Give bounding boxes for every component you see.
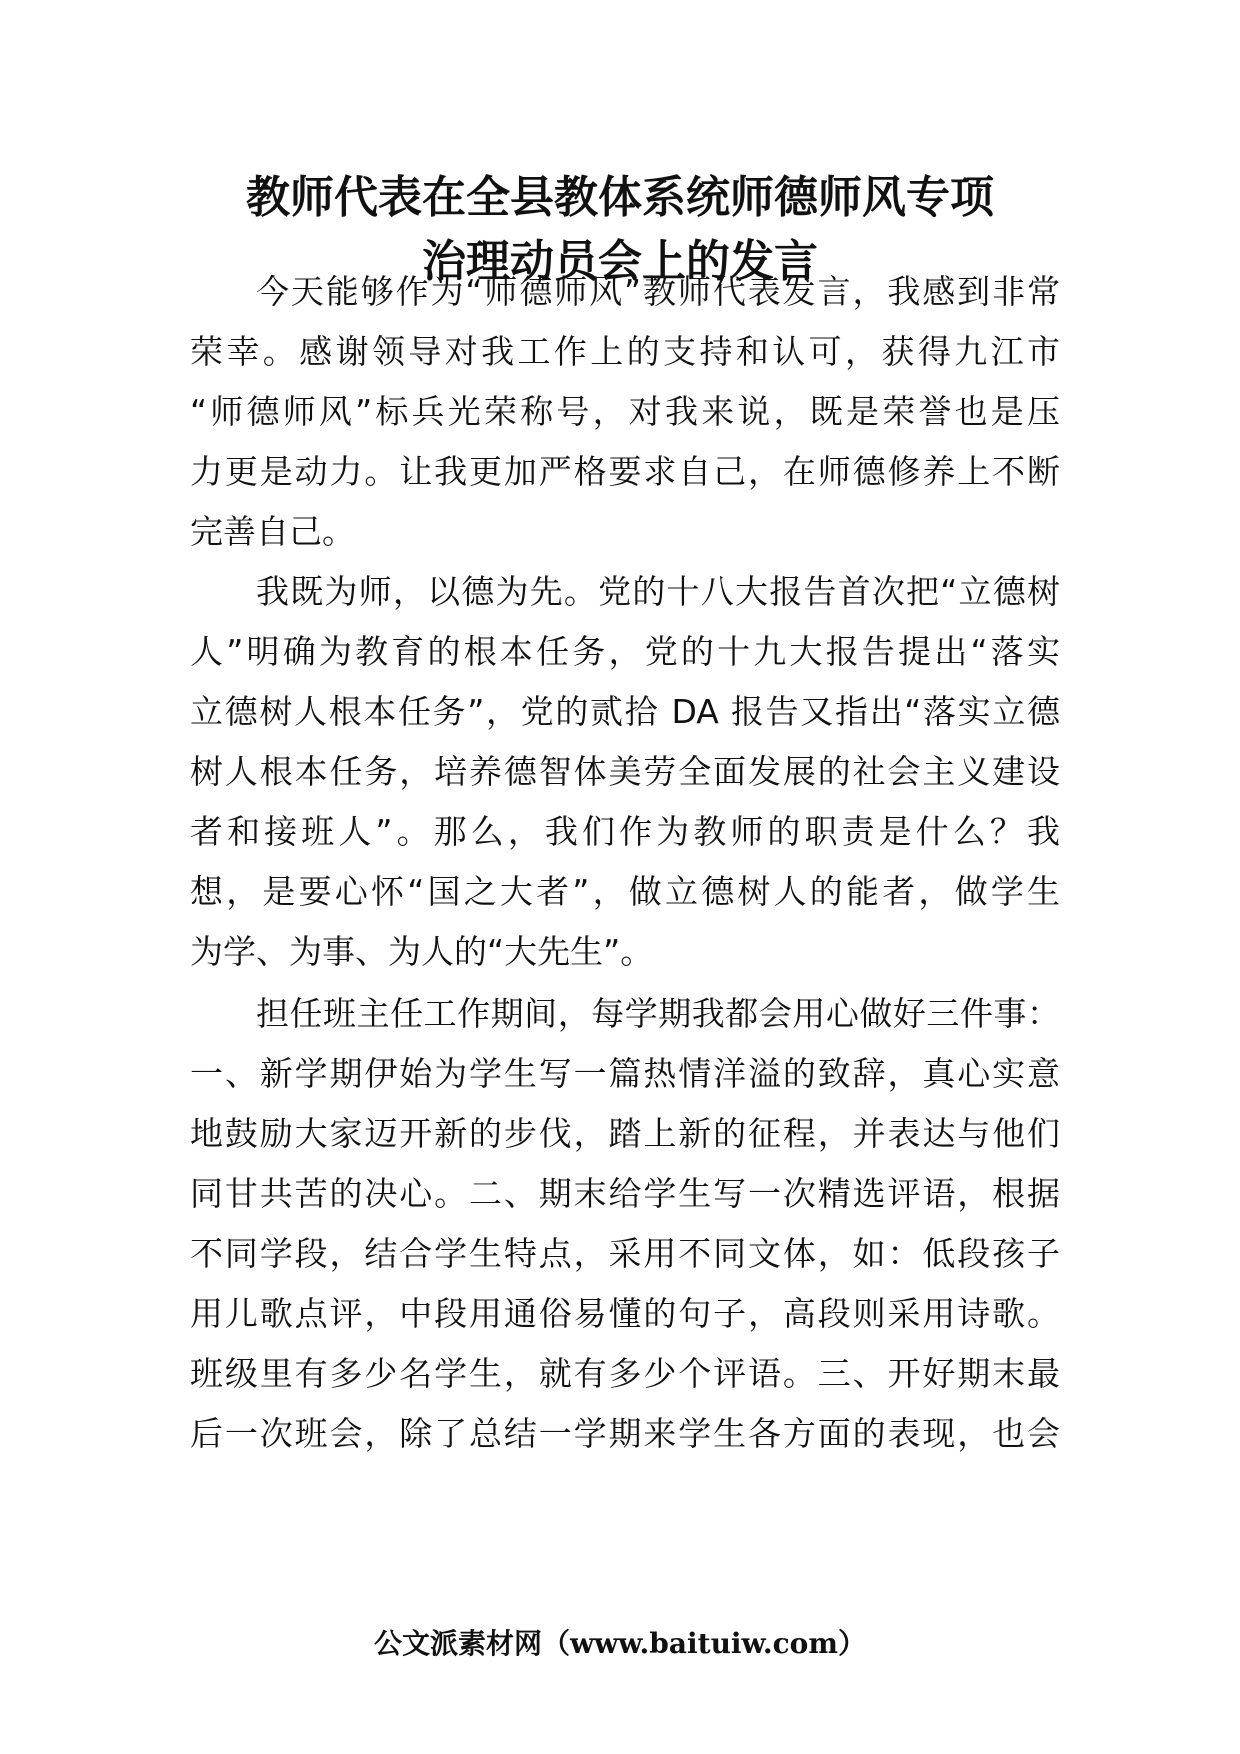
paragraph-3-line: 同甘共苦的决心。二、期末给学生写一次精选评语，根据 <box>190 1174 1060 1213</box>
paragraph-2-line: 我既为师，以德为先。党的十八大报告首次把“立德树 <box>256 572 1060 611</box>
paragraph-1-line: “师德师风”标兵光荣称号，对我来说，既是荣誉也是压 <box>190 392 1060 431</box>
paragraph-1-line: 荣幸。感谢领导对我工作上的支持和认可，获得九江市 <box>190 332 1060 371</box>
paragraph-2-line: 人”明确为教育的根本任务，党的十九大报告提出“落实 <box>190 632 1060 671</box>
paragraph-3-line: 担任班主任工作期间，每学期我都会用心做好三件事： <box>256 994 1060 1033</box>
paragraph-2-line: 立德树人根本任务”，党的贰拾 DA 报告又指出“落实立德 <box>190 692 1060 731</box>
paragraph-3-line: 后一次班会，除了总结一学期来学生各方面的表现，也会 <box>190 1414 1060 1453</box>
paragraph-2-line: 者和接班人”。那么，我们作为教师的职责是什么？我 <box>190 812 1060 851</box>
paragraph-2-line: 为学、为事、为人的“大先生”。 <box>190 932 654 971</box>
paragraph-1-line: 今天能够作为“师德师风”教师代表发言，我感到非常 <box>256 272 1060 311</box>
paragraph-1-line: 完善自己。 <box>190 512 355 551</box>
footer-source: 公文派素材网（www.baituiw.com） <box>374 1627 866 1660</box>
paragraph-3-line: 班级里有多少名学生，就有多少个评语。三、开好期末最 <box>190 1354 1060 1393</box>
paragraph-3-line: 不同学段，结合学生特点，采用不同文体，如：低段孩子 <box>190 1234 1060 1273</box>
document-title-line-2: 治理动员会上的发言 <box>422 236 818 287</box>
paragraph-2-line: 想，是要心怀“国之大者”，做立德树人的能者，做学生 <box>190 872 1060 911</box>
paragraph-3-line: 地鼓励大家迈开新的步伐，踏上新的征程，并表达与他们 <box>190 1114 1060 1153</box>
paragraph-1-line: 力更是动力。让我更加严格要求自己，在师德修养上不断 <box>190 452 1060 491</box>
document-title-line-1: 教师代表在全县教体系统师德师风专项 <box>246 172 994 223</box>
paragraph-2-line: 树人根本任务，培养德智体美劳全面发展的社会主义建设 <box>190 752 1060 791</box>
paragraph-3-line: 一、新学期伊始为学生写一篇热情洋溢的致辞，真心实意 <box>190 1054 1060 1093</box>
paragraph-3-line: 用儿歌点评，中段用通俗易懂的句子，高段则采用诗歌。 <box>190 1294 1060 1333</box>
